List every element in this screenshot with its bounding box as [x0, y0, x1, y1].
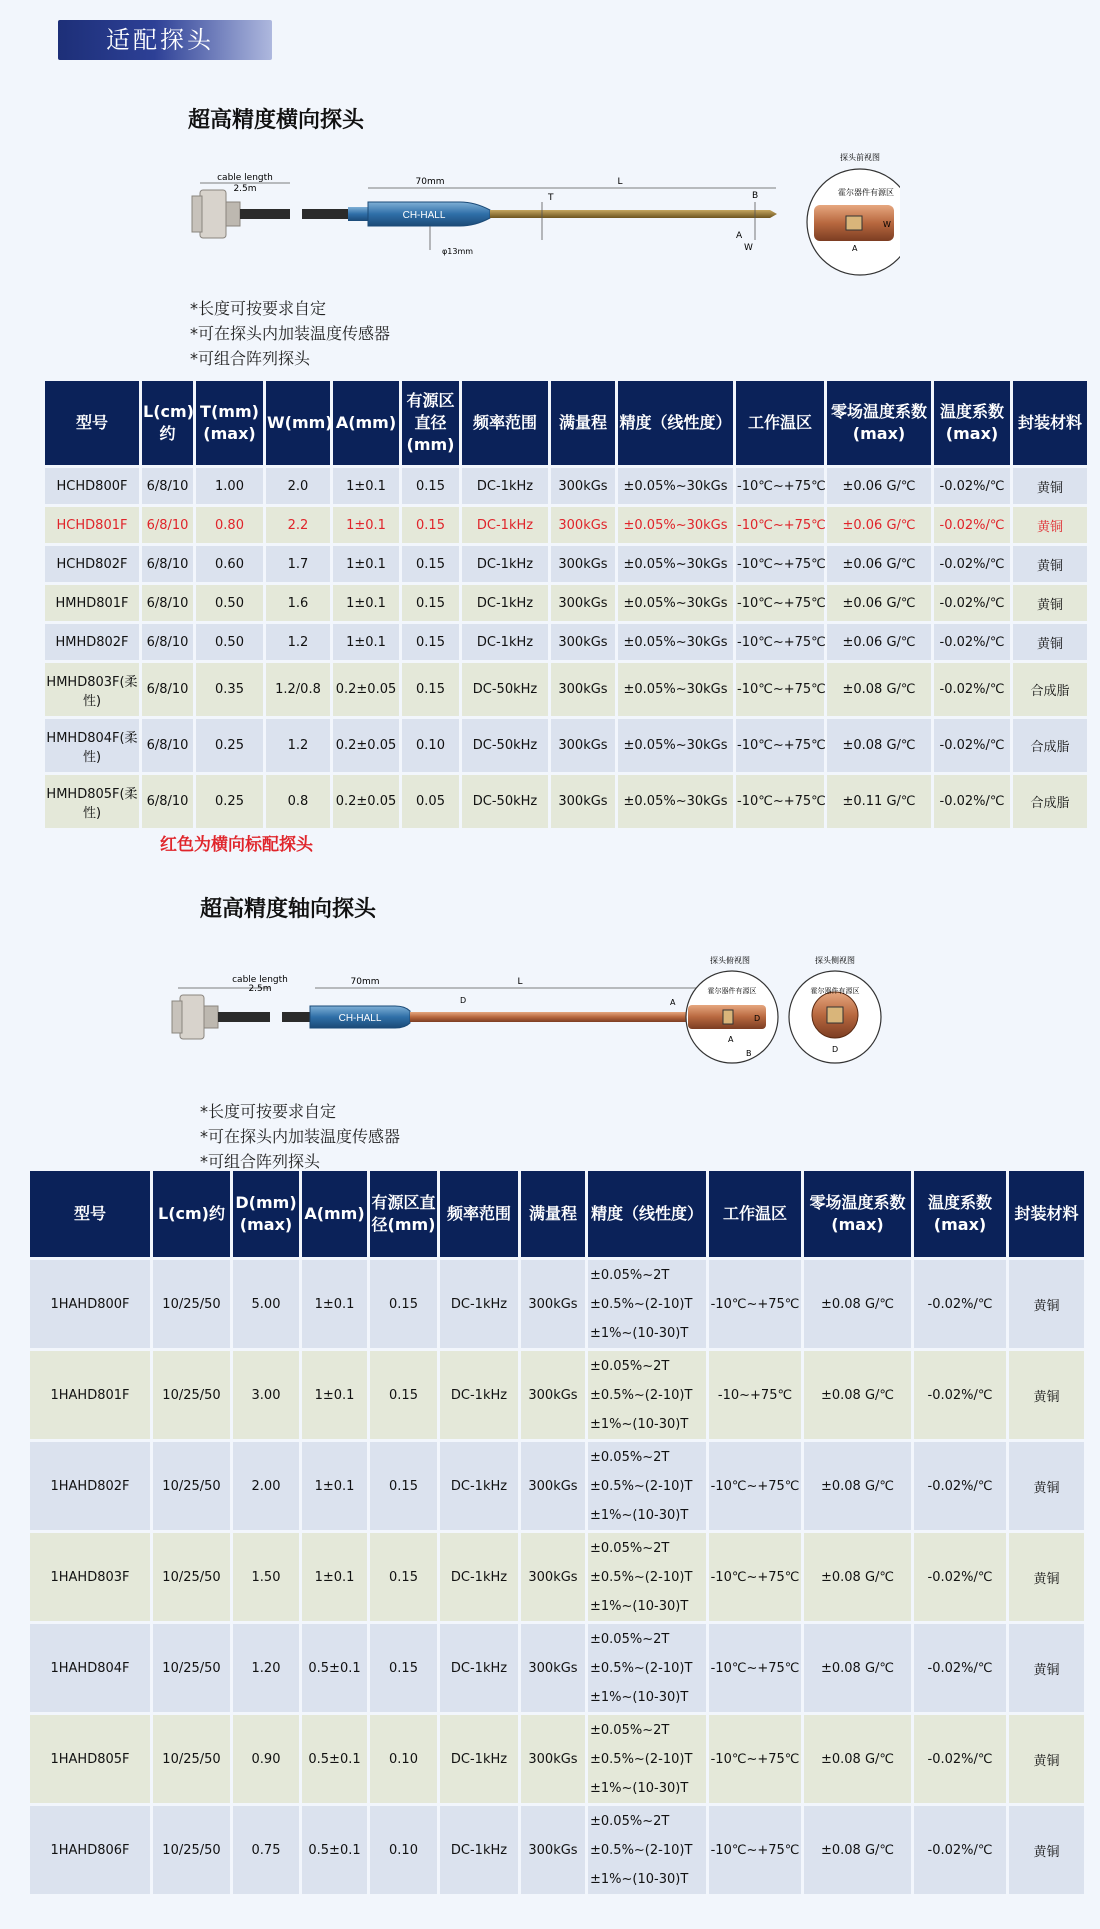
column-header: 封装材料	[1013, 381, 1087, 465]
column-header: 有源区直径(mm)	[370, 1171, 437, 1257]
model-cell: HCHD802F	[45, 546, 139, 582]
table-cell: DC-1kHz	[462, 546, 548, 582]
table-cell: 0.35	[196, 663, 263, 716]
table-cell: -0.02%/℃	[914, 1260, 1006, 1348]
accuracy-line: ±0.5%~(2-10)T	[590, 1569, 693, 1585]
table-cell: -10℃~+75℃	[709, 1442, 801, 1530]
svg-text:T: T	[548, 193, 554, 203]
table-cell: ±0.08 G/℃	[827, 719, 931, 772]
svg-text:B: B	[752, 191, 759, 201]
svg-text:cable length: cable length	[232, 975, 288, 985]
accuracy-cell	[588, 1442, 706, 1530]
table-cell: 300kGs	[551, 663, 615, 716]
table-cell: 0.60	[196, 546, 263, 582]
svg-text:B: B	[746, 1049, 752, 1058]
table-cell: 0.15	[370, 1442, 437, 1530]
table-cell: 0.50	[196, 585, 263, 621]
table-cell: 2.2	[266, 507, 330, 543]
table-row	[45, 775, 1087, 828]
table-cell: DC-1kHz	[462, 585, 548, 621]
table-cell: DC-1kHz	[440, 1533, 518, 1621]
table-cell: -0.02%/℃	[914, 1624, 1006, 1712]
table-cell: 0.2±0.05	[333, 663, 399, 716]
table-cell: 0.15	[402, 663, 459, 716]
table-cell: -10℃~+75℃	[709, 1533, 801, 1621]
table-cell: ±0.08 G/℃	[804, 1715, 911, 1803]
svg-text:A: A	[728, 1035, 734, 1044]
table-cell: 6/8/10	[142, 585, 193, 621]
transverse-probe-diagram	[190, 150, 900, 285]
cable-length-label: cable length	[217, 173, 273, 183]
accuracy-cell	[588, 1806, 706, 1894]
accuracy-line: ±0.5%~(2-10)T	[590, 1842, 693, 1858]
section-banner: 适配探头	[58, 20, 272, 60]
svg-text:霍尔器件有源区: 霍尔器件有源区	[707, 987, 757, 995]
svg-text:2.5m: 2.5m	[248, 984, 272, 994]
table-cell: 300kGs	[521, 1806, 585, 1894]
table-cell: 0.5±0.1	[302, 1806, 367, 1894]
table-cell: 0.50	[196, 624, 263, 660]
table-cell: 300kGs	[551, 624, 615, 660]
table-cell: 黄铜	[1013, 507, 1087, 543]
table-cell: -10℃~+75℃	[709, 1260, 801, 1348]
column-header: 零场温度系数(max)	[804, 1171, 911, 1257]
column-header: D(mm)(max)	[233, 1171, 299, 1257]
cable-length-value: 2.5m	[233, 184, 257, 194]
column-header: 工作温区	[736, 381, 824, 465]
table-cell: -0.02%/℃	[914, 1533, 1006, 1621]
model-cell: HMHD801F	[45, 585, 139, 621]
table-cell: 黄铜	[1009, 1351, 1084, 1439]
table-cell: 0.15	[402, 624, 459, 660]
model-cell: HMHD803F(柔性)	[45, 663, 139, 716]
column-header: 温度系数(max)	[914, 1171, 1006, 1257]
accuracy-line: ±0.05%~2T	[590, 1267, 670, 1283]
table-cell: DC-1kHz	[462, 468, 548, 504]
accuracy-line: ±0.5%~(2-10)T	[590, 1296, 693, 1312]
table-cell: 0.15	[402, 546, 459, 582]
table-cell: 1±0.1	[302, 1533, 367, 1621]
note-line: *可组合阵列探头	[200, 1152, 321, 1171]
svg-text:CH-HALL: CH-HALL	[338, 1013, 382, 1024]
model-cell: 1HAHD806F	[30, 1806, 150, 1894]
accuracy-line: ±1%~(10-30)T	[590, 1507, 689, 1523]
table-cell: 0.25	[196, 719, 263, 772]
accuracy-line: ±0.05%~2T	[590, 1631, 670, 1647]
accuracy-line: ±0.05%~2T	[590, 1449, 670, 1465]
table-cell: 6/8/10	[142, 663, 193, 716]
table-cell: -0.02%/℃	[934, 546, 1010, 582]
table-cell: ±0.08 G/℃	[804, 1806, 911, 1894]
svg-text:A: A	[670, 998, 676, 1007]
model-cell: HMHD805F(柔性)	[45, 775, 139, 828]
table-cell: ±0.08 G/℃	[804, 1624, 911, 1712]
column-header: 频率范围	[462, 381, 548, 465]
brand-label: CH-HALL	[402, 210, 446, 221]
model-cell: 1HAHD804F	[30, 1624, 150, 1712]
table-cell: ±0.06 G/℃	[827, 585, 931, 621]
column-header: 有源区直径(mm)	[402, 381, 459, 465]
table-row	[30, 1260, 1084, 1348]
table-cell: 6/8/10	[142, 775, 193, 828]
accuracy-line: ±1%~(10-30)T	[590, 1416, 689, 1432]
table-cell: -0.02%/℃	[914, 1715, 1006, 1803]
table-cell: 0.2±0.05	[333, 775, 399, 828]
table-cell: ±0.08 G/℃	[827, 663, 931, 716]
table-cell: 300kGs	[551, 507, 615, 543]
table-cell: ±0.05%~30kGs	[618, 775, 733, 828]
table-cell: 1±0.1	[333, 507, 399, 543]
note-line: *可在探头内加装温度传感器	[200, 1127, 401, 1146]
table-cell: 10/25/50	[153, 1351, 230, 1439]
table-cell: 1.20	[233, 1624, 299, 1712]
table-cell: DC-50kHz	[462, 663, 548, 716]
table-cell: 0.90	[233, 1715, 299, 1803]
table-cell: 黄铜	[1009, 1715, 1084, 1803]
table-cell: 0.25	[196, 775, 263, 828]
table-cell: 300kGs	[551, 719, 615, 772]
transverse-probe-table	[42, 378, 1090, 831]
table-cell: 2.00	[233, 1442, 299, 1530]
axial-probe-diagram	[170, 955, 890, 1070]
table-cell: 1.2/0.8	[266, 663, 330, 716]
table-cell: 2.0	[266, 468, 330, 504]
table-cell: -0.02%/℃	[934, 663, 1010, 716]
accuracy-cell	[588, 1351, 706, 1439]
table-cell: ±0.05%~30kGs	[618, 468, 733, 504]
column-header: 型号	[30, 1171, 150, 1257]
table-cell: 0.75	[233, 1806, 299, 1894]
table-row	[45, 507, 1087, 543]
table-cell: -0.02%/℃	[934, 585, 1010, 621]
table-row	[45, 719, 1087, 772]
column-header: W(mm)	[266, 381, 330, 465]
accuracy-cell	[588, 1715, 706, 1803]
table-row	[30, 1624, 1084, 1712]
table-cell: DC-1kHz	[440, 1806, 518, 1894]
front-view-title: 探头前视图	[840, 153, 880, 162]
table-cell: 1.50	[233, 1533, 299, 1621]
column-header: 精度（线性度）	[588, 1171, 706, 1257]
accuracy-cell	[588, 1624, 706, 1712]
table-cell: 1.2	[266, 719, 330, 772]
table-cell: 0.80	[196, 507, 263, 543]
table-cell: 10/25/50	[153, 1442, 230, 1530]
svg-text:D: D	[754, 1014, 761, 1023]
table-cell: -10℃~+75℃	[736, 775, 824, 828]
table-cell: 1±0.1	[333, 468, 399, 504]
table-cell: -0.02%/℃	[934, 719, 1010, 772]
table-cell: 6/8/10	[142, 546, 193, 582]
table-cell: 1±0.1	[302, 1351, 367, 1439]
table-cell: 黄铜	[1013, 546, 1087, 582]
table-cell: 合成脂	[1013, 719, 1087, 772]
column-header: L(cm)约	[142, 381, 193, 465]
table-cell: 10/25/50	[153, 1624, 230, 1712]
table-cell: 3.00	[233, 1351, 299, 1439]
table-cell: 300kGs	[521, 1351, 585, 1439]
svg-text:探头俯视图: 探头俯视图	[710, 956, 750, 965]
accuracy-line: ±0.5%~(2-10)T	[590, 1660, 693, 1676]
table-row	[45, 624, 1087, 660]
table-cell: 300kGs	[551, 775, 615, 828]
table-cell: 黄铜	[1009, 1260, 1084, 1348]
table-cell: -10~+75℃	[709, 1351, 801, 1439]
table-cell: 6/8/10	[142, 624, 193, 660]
svg-text:A: A	[852, 244, 858, 253]
axial-probe-table	[27, 1168, 1087, 1897]
table-row	[30, 1715, 1084, 1803]
transverse-notes	[190, 296, 390, 371]
column-header: 频率范围	[440, 1171, 518, 1257]
table-cell: -10℃~+75℃	[736, 719, 824, 772]
table-cell: 0.5±0.1	[302, 1624, 367, 1712]
table-cell: 1±0.1	[333, 546, 399, 582]
model-cell: 1HAHD801F	[30, 1351, 150, 1439]
table-cell: ±0.05%~30kGs	[618, 546, 733, 582]
table-cell: DC-1kHz	[440, 1624, 518, 1712]
table-row	[45, 546, 1087, 582]
table-cell: 300kGs	[551, 585, 615, 621]
table-cell: 6/8/10	[142, 507, 193, 543]
table-cell: 合成脂	[1013, 775, 1087, 828]
column-header: 满量程	[521, 1171, 585, 1257]
table-cell: 300kGs	[521, 1715, 585, 1803]
model-cell: 1HAHD803F	[30, 1533, 150, 1621]
accuracy-cell	[588, 1260, 706, 1348]
table-row	[30, 1442, 1084, 1530]
table-cell: -10℃~+75℃	[736, 585, 824, 621]
table-row	[30, 1806, 1084, 1894]
table-cell: -0.02%/℃	[914, 1442, 1006, 1530]
table-cell: 300kGs	[521, 1442, 585, 1530]
table-cell: 300kGs	[521, 1260, 585, 1348]
accuracy-line: ±0.5%~(2-10)T	[590, 1387, 693, 1403]
table-cell: 300kGs	[551, 546, 615, 582]
table-cell: 0.15	[370, 1351, 437, 1439]
svg-text:W: W	[744, 243, 753, 253]
table-cell: 0.15	[370, 1624, 437, 1712]
table-cell: 0.10	[370, 1715, 437, 1803]
table-cell: 1±0.1	[333, 624, 399, 660]
table-row	[30, 1533, 1084, 1621]
column-header: 满量程	[551, 381, 615, 465]
table-cell: ±0.08 G/℃	[804, 1351, 911, 1439]
table-cell: 1.6	[266, 585, 330, 621]
table-cell: 1±0.1	[302, 1442, 367, 1530]
table-cell: -10℃~+75℃	[709, 1806, 801, 1894]
table-cell: 0.15	[370, 1260, 437, 1348]
accuracy-line: ±0.05%~2T	[590, 1540, 670, 1556]
table-cell: 0.10	[370, 1806, 437, 1894]
table-cell: ±0.06 G/℃	[827, 624, 931, 660]
table-cell: DC-1kHz	[440, 1715, 518, 1803]
note-line: *长度可按要求自定	[200, 1102, 337, 1121]
table-cell: 6/8/10	[142, 468, 193, 504]
table-cell: ±0.05%~30kGs	[618, 507, 733, 543]
table-cell: 合成脂	[1013, 663, 1087, 716]
table-cell: -10℃~+75℃	[736, 546, 824, 582]
table-cell: -10℃~+75℃	[709, 1624, 801, 1712]
table-cell: 黄铜	[1013, 585, 1087, 621]
table-cell: -10℃~+75℃	[709, 1715, 801, 1803]
svg-text:70mm: 70mm	[350, 977, 380, 987]
model-cell: 1HAHD800F	[30, 1260, 150, 1348]
table-cell: DC-1kHz	[462, 624, 548, 660]
svg-text:探头侧视图: 探头侧视图	[815, 956, 855, 965]
axial-probe-title: 超高精度轴向探头	[200, 897, 377, 922]
table-cell: 1.2	[266, 624, 330, 660]
table-cell: ±0.11 G/℃	[827, 775, 931, 828]
column-header: 封装材料	[1009, 1171, 1084, 1257]
table-cell: DC-50kHz	[462, 775, 548, 828]
svg-text:L: L	[517, 977, 523, 987]
table-cell: 0.8	[266, 775, 330, 828]
accuracy-line: ±0.05%~2T	[590, 1813, 670, 1829]
table-cell: ±0.08 G/℃	[804, 1260, 911, 1348]
table-cell: 黄铜	[1009, 1442, 1084, 1530]
table-cell: -10℃~+75℃	[736, 468, 824, 504]
table-cell: -10℃~+75℃	[736, 624, 824, 660]
table-row	[30, 1351, 1084, 1439]
svg-text:A: A	[736, 231, 743, 241]
table-cell: -0.02%/℃	[934, 775, 1010, 828]
table-cell: 1±0.1	[333, 585, 399, 621]
table-cell: -0.02%/℃	[934, 624, 1010, 660]
axial-notes	[200, 1099, 400, 1174]
model-cell: HMHD804F(柔性)	[45, 719, 139, 772]
table-cell: -10℃~+75℃	[736, 663, 824, 716]
accuracy-line: ±1%~(10-30)T	[590, 1689, 689, 1705]
table-cell: DC-1kHz	[440, 1260, 518, 1348]
svg-text:L: L	[617, 177, 623, 187]
table-cell: 黄铜	[1013, 468, 1087, 504]
table-cell: 0.15	[370, 1533, 437, 1621]
table-cell: 0.15	[402, 468, 459, 504]
table-cell: DC-1kHz	[462, 507, 548, 543]
table-cell: 0.10	[402, 719, 459, 772]
column-header: 温度系数(max)	[934, 381, 1010, 465]
table-cell: 10/25/50	[153, 1715, 230, 1803]
svg-text:W: W	[883, 220, 891, 229]
table-row	[45, 585, 1087, 621]
column-header: 型号	[45, 381, 139, 465]
column-header: 工作温区	[709, 1171, 801, 1257]
table-row	[45, 468, 1087, 504]
model-cell: HCHD801F	[45, 507, 139, 543]
table-cell: 6/8/10	[142, 719, 193, 772]
column-header: A(mm)	[333, 381, 399, 465]
table-cell: 5.00	[233, 1260, 299, 1348]
table-cell: 黄铜	[1009, 1806, 1084, 1894]
table-cell: DC-1kHz	[440, 1351, 518, 1439]
table-cell: -0.02%/℃	[914, 1351, 1006, 1439]
table-row	[45, 663, 1087, 716]
accuracy-line: ±1%~(10-30)T	[590, 1325, 689, 1341]
svg-text:D: D	[460, 996, 467, 1005]
table-cell: 黄铜	[1009, 1533, 1084, 1621]
accuracy-line: ±1%~(10-30)T	[590, 1780, 689, 1796]
table-cell: DC-1kHz	[440, 1442, 518, 1530]
model-cell: 1HAHD802F	[30, 1442, 150, 1530]
table-cell: ±0.05%~30kGs	[618, 585, 733, 621]
accuracy-line: ±0.05%~2T	[590, 1358, 670, 1374]
column-header: A(mm)	[302, 1171, 367, 1257]
column-header: 精度（线性度）	[618, 381, 733, 465]
table-cell: 黄铜	[1013, 624, 1087, 660]
table-cell: 1±0.1	[302, 1260, 367, 1348]
accuracy-line: ±1%~(10-30)T	[590, 1598, 689, 1614]
note-line: *可在探头内加装温度传感器	[190, 324, 391, 343]
table-cell: ±0.05%~30kGs	[618, 624, 733, 660]
accuracy-line: ±0.05%~2T	[590, 1722, 670, 1738]
table-cell: ±0.05%~30kGs	[618, 719, 733, 772]
table-cell: 300kGs	[521, 1624, 585, 1712]
accuracy-line: ±0.5%~(2-10)T	[590, 1751, 693, 1767]
table-cell: 10/25/50	[153, 1260, 230, 1348]
table-cell: ±0.08 G/℃	[804, 1442, 911, 1530]
diameter-label: φ13mm	[442, 247, 474, 256]
standard-probe-note: 红色为横向标配探头	[160, 835, 313, 855]
model-cell: HCHD800F	[45, 468, 139, 504]
accuracy-line: ±1%~(10-30)T	[590, 1871, 689, 1887]
table-cell: 300kGs	[551, 468, 615, 504]
table-cell: ±0.05%~30kGs	[618, 663, 733, 716]
table-cell: 1.00	[196, 468, 263, 504]
svg-text:霍尔器件有源区: 霍尔器件有源区	[810, 987, 860, 995]
transverse-probe-title: 超高精度横向探头	[188, 108, 365, 133]
table-cell: ±0.08 G/℃	[804, 1533, 911, 1621]
column-header: T(mm)(max)	[196, 381, 263, 465]
table-cell: DC-50kHz	[462, 719, 548, 772]
accuracy-cell	[588, 1533, 706, 1621]
accuracy-line: ±0.5%~(2-10)T	[590, 1478, 693, 1494]
table-cell: 1.7	[266, 546, 330, 582]
table-cell: 0.05	[402, 775, 459, 828]
table-cell: -0.02%/℃	[934, 468, 1010, 504]
note-line: *可组合阵列探头	[190, 349, 311, 368]
table-cell: 0.5±0.1	[302, 1715, 367, 1803]
column-header: L(cm)约	[153, 1171, 230, 1257]
table-cell: 300kGs	[521, 1533, 585, 1621]
model-cell: HMHD802F	[45, 624, 139, 660]
table-cell: 10/25/50	[153, 1806, 230, 1894]
table-cell: ±0.06 G/℃	[827, 546, 931, 582]
table-cell: 0.15	[402, 507, 459, 543]
table-cell: 10/25/50	[153, 1533, 230, 1621]
active-area-label: 霍尔器件有源区	[838, 188, 894, 197]
table-cell: -0.02%/℃	[914, 1806, 1006, 1894]
table-cell: 0.2±0.05	[333, 719, 399, 772]
table-cell: 黄铜	[1009, 1624, 1084, 1712]
note-line: *长度可按要求自定	[190, 299, 327, 318]
table-cell: ±0.06 G/℃	[827, 507, 931, 543]
column-header: 零场温度系数(max)	[827, 381, 931, 465]
table-cell: -0.02%/℃	[934, 507, 1010, 543]
svg-text:D: D	[832, 1045, 839, 1054]
table-cell: -10℃~+75℃	[736, 507, 824, 543]
table-cell: 0.15	[402, 585, 459, 621]
table-cell: ±0.06 G/℃	[827, 468, 931, 504]
handle-length-label: 70mm	[415, 177, 445, 187]
model-cell: 1HAHD805F	[30, 1715, 150, 1803]
